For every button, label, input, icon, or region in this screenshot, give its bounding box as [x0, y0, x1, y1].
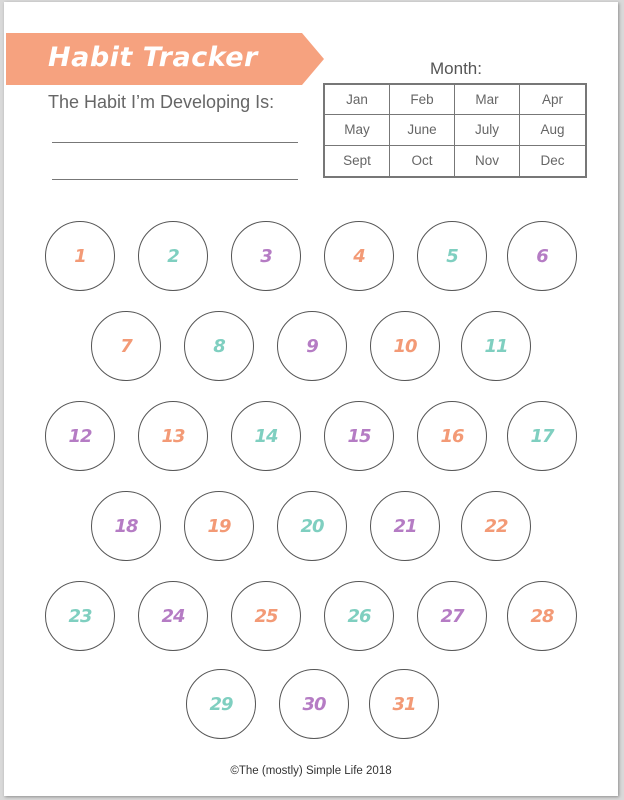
day-circle[interactable]: 22 — [461, 491, 531, 561]
day-circle[interactable]: 16 — [417, 401, 487, 471]
day-circle[interactable]: 24 — [138, 581, 208, 651]
month-cell[interactable]: Oct — [390, 146, 455, 176]
day-circle[interactable]: 12 — [45, 401, 115, 471]
day-circle[interactable]: 5 — [417, 221, 487, 291]
month-cell[interactable]: Apr — [520, 85, 585, 115]
day-circle[interactable]: 21 — [370, 491, 440, 561]
day-circle[interactable]: 28 — [507, 581, 577, 651]
day-circle[interactable]: 20 — [277, 491, 347, 561]
habit-label: The Habit I’m Developing Is: — [48, 92, 275, 112]
month-cell[interactable]: Feb — [390, 85, 455, 115]
day-circle[interactable]: 13 — [138, 401, 208, 471]
day-circle[interactable]: 19 — [184, 491, 254, 561]
month-cell[interactable]: May — [325, 115, 390, 145]
day-circle[interactable]: 14 — [231, 401, 301, 471]
habit-tracker-page — [4, 2, 618, 796]
day-circle[interactable]: 23 — [45, 581, 115, 651]
day-circle[interactable]: 2 — [138, 221, 208, 291]
day-circle[interactable]: 9 — [277, 311, 347, 381]
day-circle[interactable]: 3 — [231, 221, 301, 291]
month-title: Month: — [430, 59, 482, 78]
day-circle[interactable]: 8 — [184, 311, 254, 381]
day-circle[interactable]: 30 — [279, 669, 349, 739]
day-circle[interactable]: 1 — [45, 221, 115, 291]
day-circle[interactable]: 7 — [91, 311, 161, 381]
habit-write-line-2[interactable] — [52, 179, 298, 180]
copyright-footer: ©The (mostly) Simple Life 2018 — [230, 765, 392, 777]
day-circle[interactable]: 25 — [231, 581, 301, 651]
month-cell[interactable]: Sept — [325, 146, 390, 176]
month-cell[interactable]: Nov — [455, 146, 520, 176]
month-cell[interactable]: June — [390, 115, 455, 145]
day-circle[interactable]: 31 — [369, 669, 439, 739]
page-title: Habit Tracker — [48, 42, 258, 73]
day-circle[interactable]: 10 — [370, 311, 440, 381]
month-cell[interactable]: Mar — [455, 85, 520, 115]
month-cell[interactable]: Jan — [325, 85, 390, 115]
habit-write-line-1[interactable] — [52, 142, 298, 143]
month-cell[interactable]: Dec — [540, 153, 565, 169]
month-cell[interactable]: Aug — [520, 115, 585, 145]
day-circle[interactable]: 27 — [417, 581, 487, 651]
day-circle[interactable]: 17 — [507, 401, 577, 471]
day-circle[interactable]: 6 — [507, 221, 577, 291]
day-circle[interactable]: 18 — [91, 491, 161, 561]
month-cell[interactable]: July — [455, 115, 520, 145]
title-banner — [6, 33, 324, 85]
day-circle[interactable]: 29 — [186, 669, 256, 739]
day-circle[interactable]: 11 — [461, 311, 531, 381]
day-circle[interactable]: 15 — [324, 401, 394, 471]
month-grid — [323, 83, 587, 178]
day-circle[interactable]: 4 — [324, 221, 394, 291]
day-circle[interactable]: 26 — [324, 581, 394, 651]
